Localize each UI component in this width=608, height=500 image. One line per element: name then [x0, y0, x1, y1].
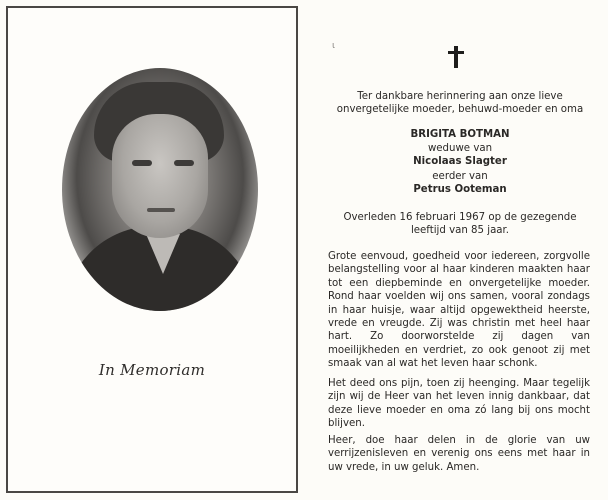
portrait-face	[112, 114, 208, 238]
earlier-of-label: eerder van	[432, 171, 488, 182]
widow-of-label: weduwe van	[427, 143, 493, 154]
memorial-card-left	[6, 6, 298, 493]
deceased-name: BRIGITA BOTMAN	[410, 129, 510, 140]
portrait-eye-right	[174, 160, 194, 166]
portrait-eye-left	[132, 160, 152, 166]
memorial-text-panel	[318, 0, 602, 500]
death-notice: Overleden 16 februari 1967 op de gezegende leeftijd van 85 jaar.	[343, 212, 577, 237]
second-husband-name: Petrus Ooteman	[413, 184, 507, 195]
first-husband-name: Nicolaas Slagter	[413, 156, 507, 167]
paragraph-prayer: Heer, doe haar delen in de glorie van uw verrijzenisleven en verenig ons eens met haar in uw vrede, in uw geluk. Amen.	[328, 435, 590, 473]
cross-icon	[448, 46, 464, 68]
portrait-photo	[62, 68, 258, 311]
portrait-mouth	[147, 208, 175, 212]
paragraph-gratitude: Het deed ons pijn, toen zij heenging. Maar tegelijk zijn wij de Heer van het leven innig dankbaar, dat deze lieve moeder en oma zó lang bij ons mocht blijven.	[328, 378, 590, 430]
intro-text: Ter dankbare herinnering aan onze lieve onvergetelijke moeder, behuwd-moeder en oma	[336, 91, 584, 116]
paragraph-character: Grote eenvoud, goedheid voor iedereen, zorgvolle belangstelling voor al haar kinderen maakten haar tot een diepbeminde en onvergetelijke moeder. Rond haar voelden wij ons samen, vooral zondags in haar huisje, waar altijd opgewektheid heerste, vrede en vreugde. Zij was christin met heel haar hart. Zo doorworstelde zij dagen van moeilijkheden en verdriet, zo ook genoot zij met smaak van al wat het leven haar schonk.	[328, 251, 590, 370]
stray-mark: ι	[332, 41, 336, 51]
memoriam-caption: In Memoriam	[98, 361, 206, 379]
